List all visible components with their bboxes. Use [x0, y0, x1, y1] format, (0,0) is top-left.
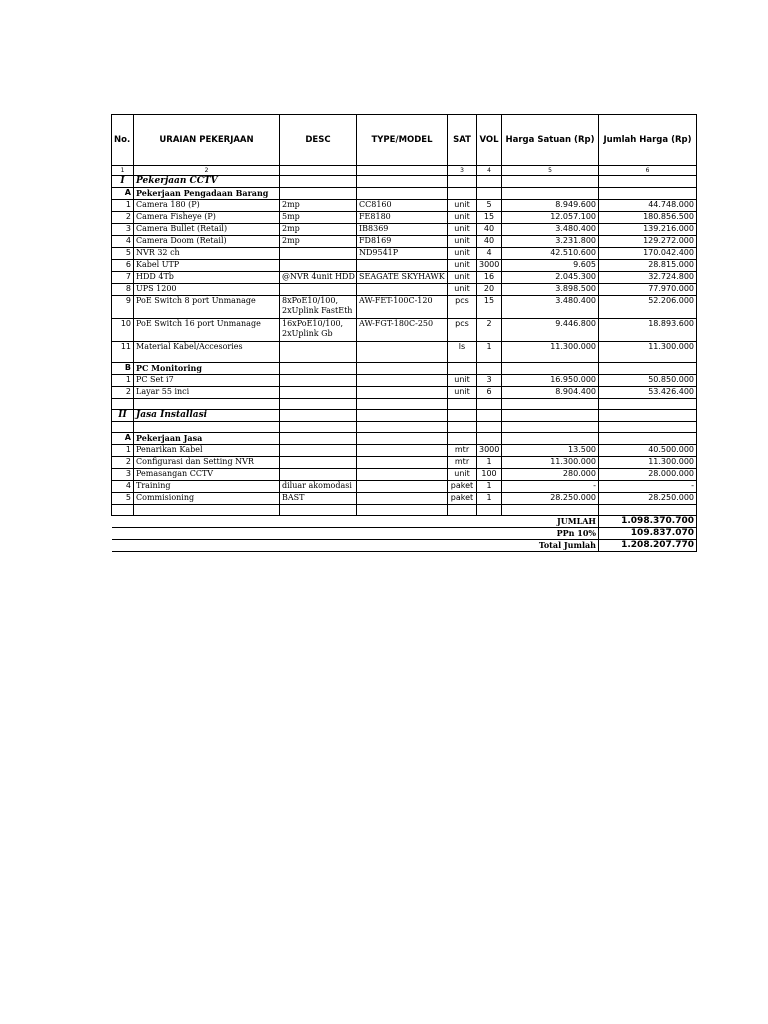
- empty-cell: [502, 505, 599, 516]
- item-unit-price: 3.231.800: [502, 236, 599, 248]
- item-model: ND9541P: [357, 248, 448, 260]
- section-number: A: [112, 433, 134, 445]
- table-row: [112, 224, 697, 236]
- item-model: [357, 260, 448, 272]
- item-model: [357, 493, 448, 505]
- item-volume: 1: [477, 457, 502, 469]
- item-total-price: 28.000.000: [599, 469, 697, 481]
- empty-cell: [357, 176, 448, 188]
- item-model: [357, 387, 448, 399]
- header-desc: DESC: [280, 115, 357, 166]
- summary-row: [112, 540, 697, 552]
- table-row: [112, 469, 697, 481]
- empty-cell: [448, 188, 477, 200]
- summary-row: [112, 516, 697, 528]
- summary-value: 1.098.370.700: [599, 516, 697, 528]
- colnum-cell: 6: [599, 166, 697, 176]
- item-total-price: 53.426.400: [599, 387, 697, 399]
- item-model: [357, 445, 448, 457]
- item-unit: unit: [448, 248, 477, 260]
- empty-cell: [280, 188, 357, 200]
- table-row: [112, 342, 697, 363]
- item-total-price: 40.500.000: [599, 445, 697, 457]
- summary-label: Total Jumlah: [112, 540, 599, 552]
- item-number: 2: [112, 457, 134, 469]
- item-unit-price: 12.057.100: [502, 212, 599, 224]
- item-model: [357, 284, 448, 296]
- header-no: No.: [112, 115, 134, 166]
- item-unit-price: 8.904.400: [502, 387, 599, 399]
- colnum-cell: [357, 166, 448, 176]
- table-row: [112, 200, 697, 212]
- empty-cell: [357, 422, 448, 433]
- item-total-price: 180.856.500: [599, 212, 697, 224]
- item-unit: unit: [448, 212, 477, 224]
- item-desc-spec: 2mp: [280, 200, 357, 212]
- section-title: PC Monitoring: [134, 363, 280, 375]
- item-total-price: 139.216.000: [599, 224, 697, 236]
- empty-cell: [112, 399, 134, 410]
- summary-value: 109.837.070: [599, 528, 697, 540]
- empty-cell: [502, 433, 599, 445]
- table-row: [112, 236, 697, 248]
- section-number: II: [112, 410, 134, 422]
- summary-label: JUMLAH: [112, 516, 599, 528]
- item-volume: 1: [477, 493, 502, 505]
- item-unit: mtr: [448, 457, 477, 469]
- item-number: 9: [112, 296, 134, 319]
- item-unit-price: 13.500: [502, 445, 599, 457]
- section-number: B: [112, 363, 134, 375]
- empty-cell: [448, 399, 477, 410]
- section-title: Pekerjaan CCTV: [134, 176, 280, 188]
- spacer-row: [112, 505, 697, 516]
- item-description: Layar 55 inci: [134, 387, 280, 399]
- item-description: NVR 32 ch: [134, 248, 280, 260]
- item-desc-spec: 5mp: [280, 212, 357, 224]
- item-unit: mtr: [448, 445, 477, 457]
- item-number: 2: [112, 387, 134, 399]
- item-number: 2: [112, 212, 134, 224]
- item-volume: 4: [477, 248, 502, 260]
- item-desc-spec: 2mp: [280, 224, 357, 236]
- group-heading-pengadaan: [112, 188, 697, 200]
- item-unit-price: 9.446.800: [502, 319, 599, 342]
- item-model: SEAGATE SKYHAWK: [357, 272, 448, 284]
- item-volume: 1: [477, 481, 502, 493]
- empty-cell: [357, 505, 448, 516]
- item-total-price: 11.300.000: [599, 457, 697, 469]
- item-unit: unit: [448, 284, 477, 296]
- item-unit: paket: [448, 493, 477, 505]
- item-desc-spec: [280, 342, 357, 363]
- group-heading-jasa: [112, 433, 697, 445]
- section-title: Pekerjaan Pengadaan Barang: [134, 188, 280, 200]
- spacer-row: [112, 399, 697, 410]
- item-model: AW-FET-100C-120: [357, 296, 448, 319]
- empty-cell: [280, 363, 357, 375]
- table-row: [112, 319, 697, 342]
- colnum-cell: 2: [134, 166, 280, 176]
- empty-cell: [280, 399, 357, 410]
- header-uraian: URAIAN PEKERJAAN: [134, 115, 280, 166]
- item-number: 5: [112, 493, 134, 505]
- item-total-price: 44.748.000: [599, 200, 697, 212]
- item-unit: unit: [448, 236, 477, 248]
- empty-cell: [477, 188, 502, 200]
- empty-cell: [599, 422, 697, 433]
- group-heading-pc-monitoring: [112, 363, 697, 375]
- item-volume: 40: [477, 236, 502, 248]
- item-model: AW-FGT-180C-250: [357, 319, 448, 342]
- table-row: [112, 284, 697, 296]
- item-total-price: 77.970.000: [599, 284, 697, 296]
- table-row: [112, 248, 697, 260]
- empty-cell: [280, 176, 357, 188]
- item-total-price: 170.042.400: [599, 248, 697, 260]
- item-volume: 15: [477, 212, 502, 224]
- item-description: Penarikan Kabel: [134, 445, 280, 457]
- table-row: [112, 212, 697, 224]
- empty-cell: [357, 410, 448, 422]
- empty-cell: [448, 410, 477, 422]
- empty-cell: [357, 433, 448, 445]
- item-unit-price: 2.045.300: [502, 272, 599, 284]
- item-total-price: 28.250.000: [599, 493, 697, 505]
- section-number: I: [112, 176, 134, 188]
- empty-cell: [134, 399, 280, 410]
- empty-cell: [448, 422, 477, 433]
- item-description: Configurasi dan Setting NVR: [134, 457, 280, 469]
- empty-cell: [112, 422, 134, 433]
- item-description: HDD 4Tb: [134, 272, 280, 284]
- empty-cell: [134, 422, 280, 433]
- item-unit: ls: [448, 342, 477, 363]
- item-description: PC Set i7: [134, 375, 280, 387]
- empty-cell: [477, 363, 502, 375]
- item-unit-price: 11.300.000: [502, 457, 599, 469]
- empty-cell: [477, 505, 502, 516]
- empty-cell: [280, 505, 357, 516]
- section-title: Jasa Installasi: [134, 410, 280, 422]
- item-number: 4: [112, 481, 134, 493]
- empty-cell: [502, 399, 599, 410]
- item-unit-price: 280.000: [502, 469, 599, 481]
- item-unit-price: 9.605: [502, 260, 599, 272]
- empty-cell: [477, 176, 502, 188]
- item-total-price: 50.850.000: [599, 375, 697, 387]
- item-number: 5: [112, 248, 134, 260]
- item-unit-price: -: [502, 481, 599, 493]
- item-volume: 1: [477, 342, 502, 363]
- section-title: Pekerjaan Jasa: [134, 433, 280, 445]
- item-number: 7: [112, 272, 134, 284]
- item-number: 1: [112, 375, 134, 387]
- item-unit-price: 11.300.000: [502, 342, 599, 363]
- section-number: A: [112, 188, 134, 200]
- item-number: 1: [112, 200, 134, 212]
- summary-row: [112, 528, 697, 540]
- empty-cell: [477, 399, 502, 410]
- item-unit: pcs: [448, 319, 477, 342]
- item-unit-price: 28.250.000: [502, 493, 599, 505]
- empty-cell: [357, 188, 448, 200]
- item-model: [357, 469, 448, 481]
- item-unit-price: 16.950.000: [502, 375, 599, 387]
- empty-cell: [599, 410, 697, 422]
- item-number: 11: [112, 342, 134, 363]
- item-volume: 3: [477, 375, 502, 387]
- item-number: 3: [112, 224, 134, 236]
- empty-cell: [448, 433, 477, 445]
- item-total-price: 32.724.800: [599, 272, 697, 284]
- item-description: Pemasangan CCTV: [134, 469, 280, 481]
- table-header-row: [112, 115, 697, 166]
- item-unit: unit: [448, 260, 477, 272]
- item-unit: unit: [448, 272, 477, 284]
- item-model: FE8180: [357, 212, 448, 224]
- item-unit: unit: [448, 469, 477, 481]
- item-desc-spec: [280, 387, 357, 399]
- empty-cell: [502, 363, 599, 375]
- item-description: PoE Switch 8 port Unmanage: [134, 296, 280, 319]
- item-volume: 20: [477, 284, 502, 296]
- item-total-price: 129.272.000: [599, 236, 697, 248]
- colnum-cell: 3: [448, 166, 477, 176]
- header-harga-satuan: Harga Satuan (Rp): [502, 115, 599, 166]
- item-description: Material Kabel/Accesories: [134, 342, 280, 363]
- table-row: [112, 387, 697, 399]
- item-desc-spec: BAST: [280, 493, 357, 505]
- item-desc-spec: [280, 260, 357, 272]
- item-number: 1: [112, 445, 134, 457]
- item-unit-price: 3.898.500: [502, 284, 599, 296]
- summary-label: PPn 10%: [112, 528, 599, 540]
- item-model: IB8369: [357, 224, 448, 236]
- item-total-price: 18.893.600: [599, 319, 697, 342]
- item-unit: pcs: [448, 296, 477, 319]
- empty-cell: [599, 433, 697, 445]
- item-number: 4: [112, 236, 134, 248]
- item-model: [357, 375, 448, 387]
- item-volume: 5: [477, 200, 502, 212]
- item-unit: unit: [448, 387, 477, 399]
- item-description: Training: [134, 481, 280, 493]
- colnum-cell: 4: [477, 166, 502, 176]
- item-description: Camera Fisheye (P): [134, 212, 280, 224]
- item-model: CC8160: [357, 200, 448, 212]
- item-desc-spec: 2mp: [280, 236, 357, 248]
- empty-cell: [280, 422, 357, 433]
- item-desc-spec: [280, 457, 357, 469]
- item-desc-spec: diluar akomodasi: [280, 481, 357, 493]
- item-unit: unit: [448, 375, 477, 387]
- empty-cell: [112, 505, 134, 516]
- item-number: 3: [112, 469, 134, 481]
- item-description: Camera Bullet (Retail): [134, 224, 280, 236]
- item-volume: 15: [477, 296, 502, 319]
- header-type-model: TYPE/MODEL: [357, 115, 448, 166]
- header-vol: VOL: [477, 115, 502, 166]
- empty-cell: [599, 188, 697, 200]
- empty-cell: [502, 176, 599, 188]
- item-description: Commisioning: [134, 493, 280, 505]
- empty-cell: [448, 363, 477, 375]
- item-description: Kabel UTP: [134, 260, 280, 272]
- item-desc-spec: [280, 284, 357, 296]
- item-volume: 16: [477, 272, 502, 284]
- item-desc-spec: @NVR 4unit HDD: [280, 272, 357, 284]
- item-model: [357, 457, 448, 469]
- item-volume: 2: [477, 319, 502, 342]
- item-volume: 3000: [477, 445, 502, 457]
- item-unit: unit: [448, 200, 477, 212]
- empty-cell: [502, 422, 599, 433]
- empty-cell: [357, 363, 448, 375]
- item-volume: 40: [477, 224, 502, 236]
- empty-cell: [280, 410, 357, 422]
- empty-cell: [502, 410, 599, 422]
- empty-cell: [599, 399, 697, 410]
- item-model: FD8169: [357, 236, 448, 248]
- item-volume: 3000: [477, 260, 502, 272]
- colnum-cell: 5: [502, 166, 599, 176]
- empty-cell: [477, 433, 502, 445]
- summary-value: 1.208.207.770: [599, 540, 697, 552]
- item-unit-price: 42.510.600: [502, 248, 599, 260]
- empty-cell: [599, 176, 697, 188]
- table-row: [112, 296, 697, 319]
- empty-cell: [280, 433, 357, 445]
- item-unit-price: 8.949.600: [502, 200, 599, 212]
- item-description: Camera 180 (P): [134, 200, 280, 212]
- item-unit-price: 3.480.400: [502, 224, 599, 236]
- section-heading-jasa: [112, 410, 697, 422]
- item-unit: paket: [448, 481, 477, 493]
- cost-estimate-table: [111, 114, 697, 552]
- item-desc-spec: [280, 248, 357, 260]
- header-sat: SAT: [448, 115, 477, 166]
- table-row: [112, 457, 697, 469]
- item-number: 8: [112, 284, 134, 296]
- spacer-row: [112, 422, 697, 433]
- item-desc-spec: [280, 469, 357, 481]
- item-desc-spec: 16xPoE10/100, 2xUplink Gb: [280, 319, 357, 342]
- empty-cell: [477, 410, 502, 422]
- item-desc-spec: [280, 375, 357, 387]
- item-unit-price: 3.480.400: [502, 296, 599, 319]
- empty-cell: [502, 188, 599, 200]
- item-total-price: -: [599, 481, 697, 493]
- item-desc-spec: [280, 445, 357, 457]
- header-jumlah-harga: Jumlah Harga (Rp): [599, 115, 697, 166]
- empty-cell: [448, 505, 477, 516]
- table-row: [112, 260, 697, 272]
- empty-cell: [448, 176, 477, 188]
- colnum-cell: 1: [112, 166, 134, 176]
- item-number: 10: [112, 319, 134, 342]
- table-row: [112, 375, 697, 387]
- item-volume: 6: [477, 387, 502, 399]
- item-description: PoE Switch 16 port Unmanage: [134, 319, 280, 342]
- item-model: [357, 342, 448, 363]
- column-number-row: [112, 166, 697, 176]
- empty-cell: [357, 399, 448, 410]
- item-description: Camera Doom (Retail): [134, 236, 280, 248]
- empty-cell: [599, 505, 697, 516]
- item-total-price: 28.815.000: [599, 260, 697, 272]
- item-desc-spec: 8xPoE10/100, 2xUplink FastEth: [280, 296, 357, 319]
- empty-cell: [134, 505, 280, 516]
- item-model: [357, 481, 448, 493]
- empty-cell: [477, 422, 502, 433]
- item-unit: unit: [448, 224, 477, 236]
- table-row: [112, 272, 697, 284]
- empty-cell: [599, 363, 697, 375]
- table-row: [112, 493, 697, 505]
- table-row: [112, 445, 697, 457]
- item-volume: 100: [477, 469, 502, 481]
- table-row: [112, 481, 697, 493]
- section-heading-cctv: [112, 176, 697, 188]
- item-number: 6: [112, 260, 134, 272]
- item-total-price: 52.206.000: [599, 296, 697, 319]
- item-total-price: 11.300.000: [599, 342, 697, 363]
- colnum-cell: [280, 166, 357, 176]
- item-description: UPS 1200: [134, 284, 280, 296]
